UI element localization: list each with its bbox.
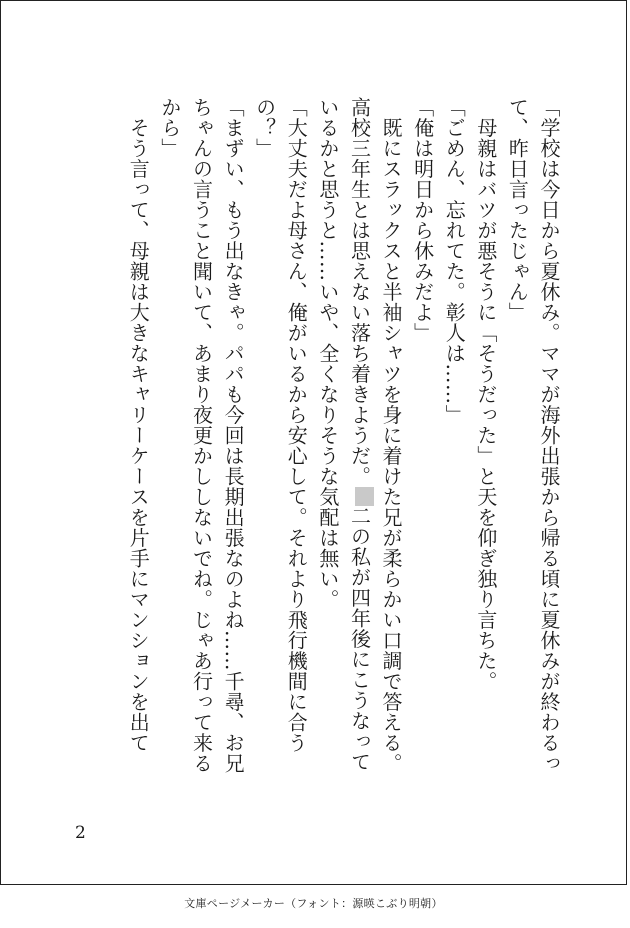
text-line: 「学校は今日から夏休み。ママが海外出張から帰る頃に夏休みが終わるっ	[537, 97, 561, 774]
redaction-block	[355, 487, 374, 506]
text-line: 「俺は明日から休みだよ」	[410, 97, 435, 343]
text-line-tail: 二の私が四年後にこうなって	[347, 505, 372, 772]
text-line-head: 高校三年生とは思えない落ち着きようだ。	[347, 97, 372, 487]
text-line: 既にスラックスと半袖シャツを身に着けた兄が柔らかい口調で答える。	[379, 97, 404, 774]
text-line: 「ごめん、忘れてた。彰人は……」	[442, 97, 467, 425]
vertical-body-text	[122, 97, 564, 787]
page-number: 2	[75, 823, 86, 843]
text-line: から」	[157, 97, 182, 159]
text-line: 母親はバツが悪そうに「そうだった」と天を仰ぎ独り言ちた。	[473, 97, 498, 692]
text-line: そう言って、母親は大きなキャリーケースを片手にマンションを出て	[126, 97, 151, 753]
text-line: 「まずい、もう出なきゃ。パパも今回は長期出張なのよね……千尋、お兄	[221, 97, 246, 774]
text-line: の？」	[252, 97, 277, 159]
text-line: ちゃんの言うこと聞いて、あまり夜更かししないでね。じゃあ行って来る	[189, 97, 214, 774]
text-line: 「大丈夫だよ母さん、俺がいるから安心して。それより飛行機間に合う	[284, 97, 309, 753]
text-line: て、昨日言ったじゃん」	[505, 97, 530, 323]
footer-caption: 文庫ページメーカー（フォント：源暎こぶり明朝）	[184, 897, 443, 910]
text-line-with-redaction	[343, 97, 375, 787]
text-line: いるかと思うと……いや、全くなりそうな気配は無い。	[315, 97, 340, 610]
